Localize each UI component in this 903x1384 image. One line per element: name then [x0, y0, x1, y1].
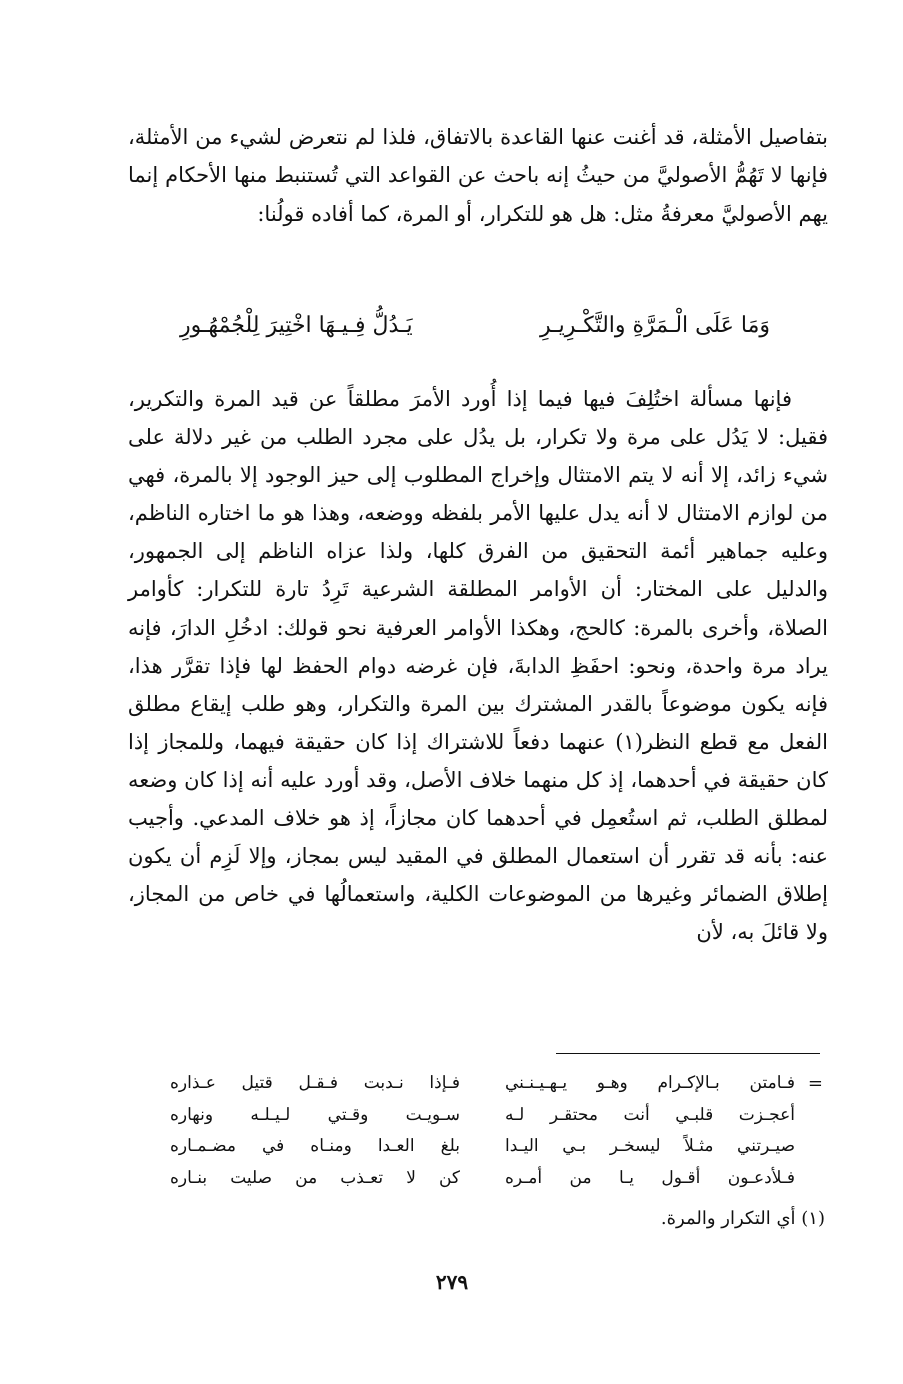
main-text-block — [128, 118, 828, 233]
footnote-poem — [170, 1068, 795, 1194]
poem-left-hemistich: فـإذا نـدبت فـقـل قتيل عـذاره — [170, 1073, 460, 1093]
verse-second-hemistich: يَـدُلُّ فِـيـهَا اخْتِيرَ لِلْجُمْهُـورِ — [180, 313, 413, 338]
verse-line — [180, 306, 770, 346]
poem-right-hemistich: فـامتن بـالإكـرام وهـو يـهـيـنـني — [505, 1073, 795, 1093]
poem-left-hemistich: بلغ العـدا ومنـاه في مضـمـاره — [170, 1136, 460, 1157]
page-number: ٢٧٩ — [435, 1270, 469, 1294]
poem-right-hemistich: فـلأدعـون أقـول يـا من أمـره — [505, 1167, 795, 1188]
poem-right-hemistich: أعجـزت قلبـي أنت محتقـر لـه — [505, 1104, 795, 1125]
poem-right-hemistich: صيـرتني مثـلاً ليسخـر بـي اليـدا — [505, 1136, 795, 1157]
verse-first-hemistich: وَمَا عَلَى الْـمَرَّةِ والتَّكْـرِيـرِ — [539, 313, 770, 338]
poem-row — [170, 1068, 795, 1100]
paragraph-2: فإنها مسألة اختُلِفَ فيها فيما إذا أُورد الأمرَ مطلقاً عن قيد المرة والتكرير، فقيل: لا يَدُل على مرة ولا تكرار، بل يدُل على مجرد الطلب من غير دلالة على شيء زائد، إلا أنه لا يتم الامتثال وإخراج المطلوب إلى حيز الوجود إلا بالمرة، فهي من لوازم الامتثال لا أنه يدل عليها الأمر بلفظه ووضعه، وهذا هو ما اختاره الناظم، وعليه جماهير أئمة التحقيق من الفرق كلها، ولذا عزاه الناظم إلى الجمهور، والدليل على المختار: أن الأوامر المطلقة الشرعية تَرِدُ تارة للتكرار: كأوامر الصلاة، وأخرى بالمرة: كالحج، وهكذا الأوامر العرفية نحو قولك: ادخُلِ الدارَ، فإنه يراد مرة واحدة، ونحو: احفَظِ الدابةَ، فإن غرضه دوام الحفظ لها فإذا تقرَّر هذا، فإنه يكون موضوعاً بالقدر المشترك بين المرة والتكرار، وهو طلب إيقاع مطلق الفعل مع قطع النظر(١) عنهما دفعاً للاشتراك إذا كان حقيقة فيهما، وللمجاز إذا كان حقيقة في أحدهما، إذ كل منهما خلاف الأصل، وقد أورد عليه أنه إذا كان وضعه لمطلق الطلب، ثم استُعمِل في أحدهما كان مجازاً، إذ هو خلاف المدعي. وأجيب عنه: بأنه قد تقرر أن استعمال المطلق في المقيد ليس بمجاز، وإلا لَزِم أن يكون إطلاق الضمائر وغيرها من الموضوعات الكلية، واستعمالُها في خاص من المجاز، ولا قائلَ به، لأن — [128, 387, 828, 945]
poem-left-hemistich: سـويـت وقـتي لـيـلـه ونهاره — [170, 1104, 460, 1125]
footnote-1: (١) أي التكرار والمرة. — [660, 1208, 825, 1229]
footnote-continuation-mark: = — [807, 1073, 823, 1094]
poem-row — [170, 1163, 795, 1195]
paragraph-1: بتفاصيل الأمثلة، قد أغنت عنها القاعدة بالاتفاق، فلذا لم نتعرض لشيء من الأمثلة، فإنها لا تَهُمُّ الأصوليَّ من حيثُ إنه باحث عن القواعد التي تُستنبط منها الأحكام إنما يهم الأصوليَّ معرفةُ مثل: هل هو للتكرار، أو المرة، كما أفاده قولُنا: — [128, 125, 828, 226]
poem-left-hemistich: كن لا تعـذب من صليت بنـاره — [170, 1167, 460, 1188]
poem-row — [170, 1100, 795, 1132]
footnote-separator — [556, 1053, 820, 1054]
poem-row — [170, 1131, 795, 1163]
